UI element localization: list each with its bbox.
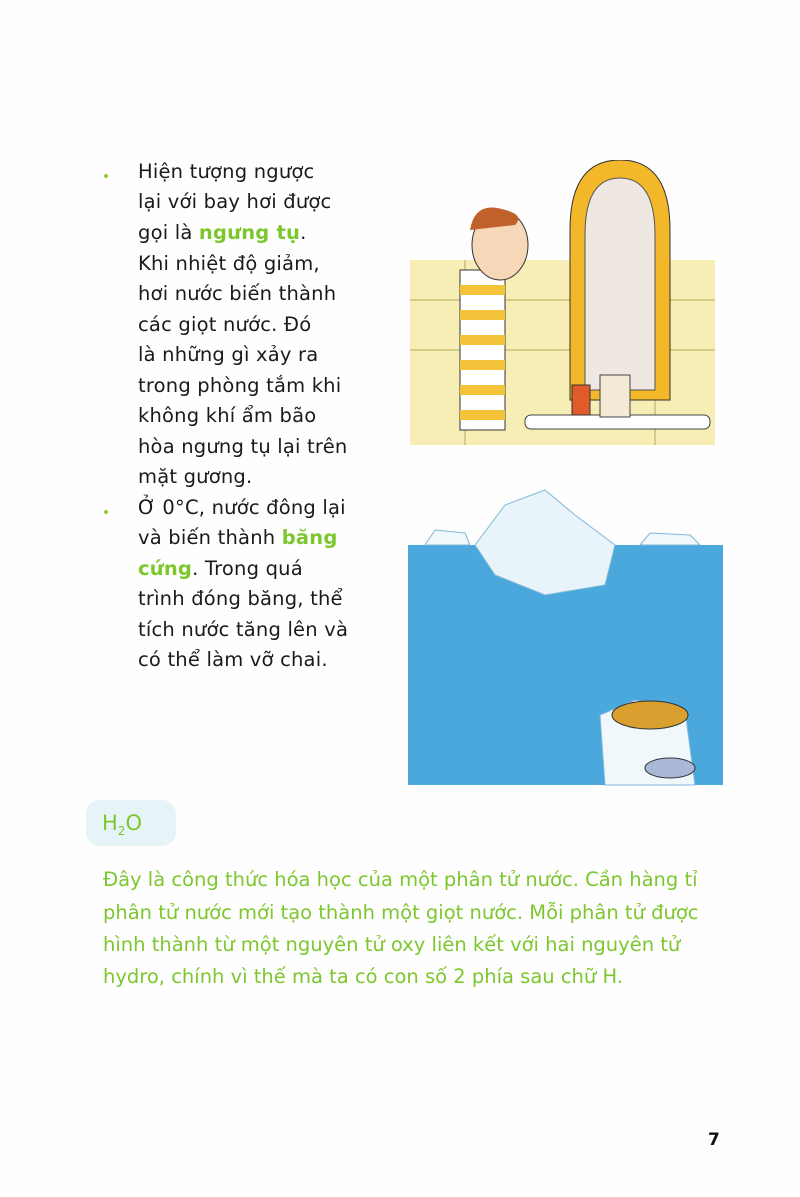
iceberg-illustration <box>405 475 725 793</box>
text: và biến thành <box>138 526 282 549</box>
paragraph-line: phân tử nước mới tạo thành một giọt nước. Mỗi phân tử được <box>103 901 699 924</box>
text-line: hơi nước biến thành <box>138 282 337 305</box>
text-line: hòa ngưng tụ lại trên <box>138 435 348 458</box>
text-line: có thể làm vỡ chai. <box>138 648 328 671</box>
text-line <box>138 221 306 244</box>
text: . Trong quá <box>192 557 303 580</box>
highlight-term: băng <box>281 526 338 549</box>
text-line <box>138 526 337 549</box>
text-line: trong phòng tắm khi <box>138 374 342 397</box>
paragraph-line: hình thành từ một nguyên tử oxy liên kết với hai nguyên tử <box>103 933 681 956</box>
paragraph-line: Đây là công thức hóa học của một phân tử nước. Cần hàng tỉ <box>103 868 698 891</box>
text-line: các giọt nước. Đó <box>138 313 312 336</box>
highlight-term: ngưng tụ <box>198 221 301 244</box>
text: . <box>300 221 307 244</box>
formula-h: H <box>102 811 118 835</box>
text-line: Hiện tượng ngược <box>138 160 315 183</box>
text-line: Khi nhiệt độ giảm, <box>138 252 320 275</box>
text-line: Ở 0°C, nước đông lại <box>138 496 346 519</box>
text-line: mặt gương. <box>138 465 253 488</box>
text-line <box>138 557 303 580</box>
bullet-dot <box>104 174 108 178</box>
page-number: 7 <box>708 1130 720 1150</box>
bullet-dot <box>104 510 108 514</box>
text-line: là những gì xảy ra <box>138 343 319 366</box>
text-line: lại với bay hơi được <box>138 190 332 213</box>
paragraph-line: hydro, chính vì thế mà ta có con số 2 phía sau chữ H. <box>103 965 623 988</box>
text-line: tích nước tăng lên và <box>138 618 349 641</box>
text: gọi là <box>138 221 199 244</box>
bathroom-mirror-illustration <box>405 160 723 450</box>
formula-subscript: 2 <box>117 824 126 839</box>
formula-box <box>86 800 176 846</box>
highlight-term: cứng <box>138 557 193 580</box>
text-line: không khí ẩm bão <box>138 404 317 427</box>
formula-o: O <box>125 811 142 835</box>
text-line: trình đóng băng, thể <box>138 587 343 610</box>
